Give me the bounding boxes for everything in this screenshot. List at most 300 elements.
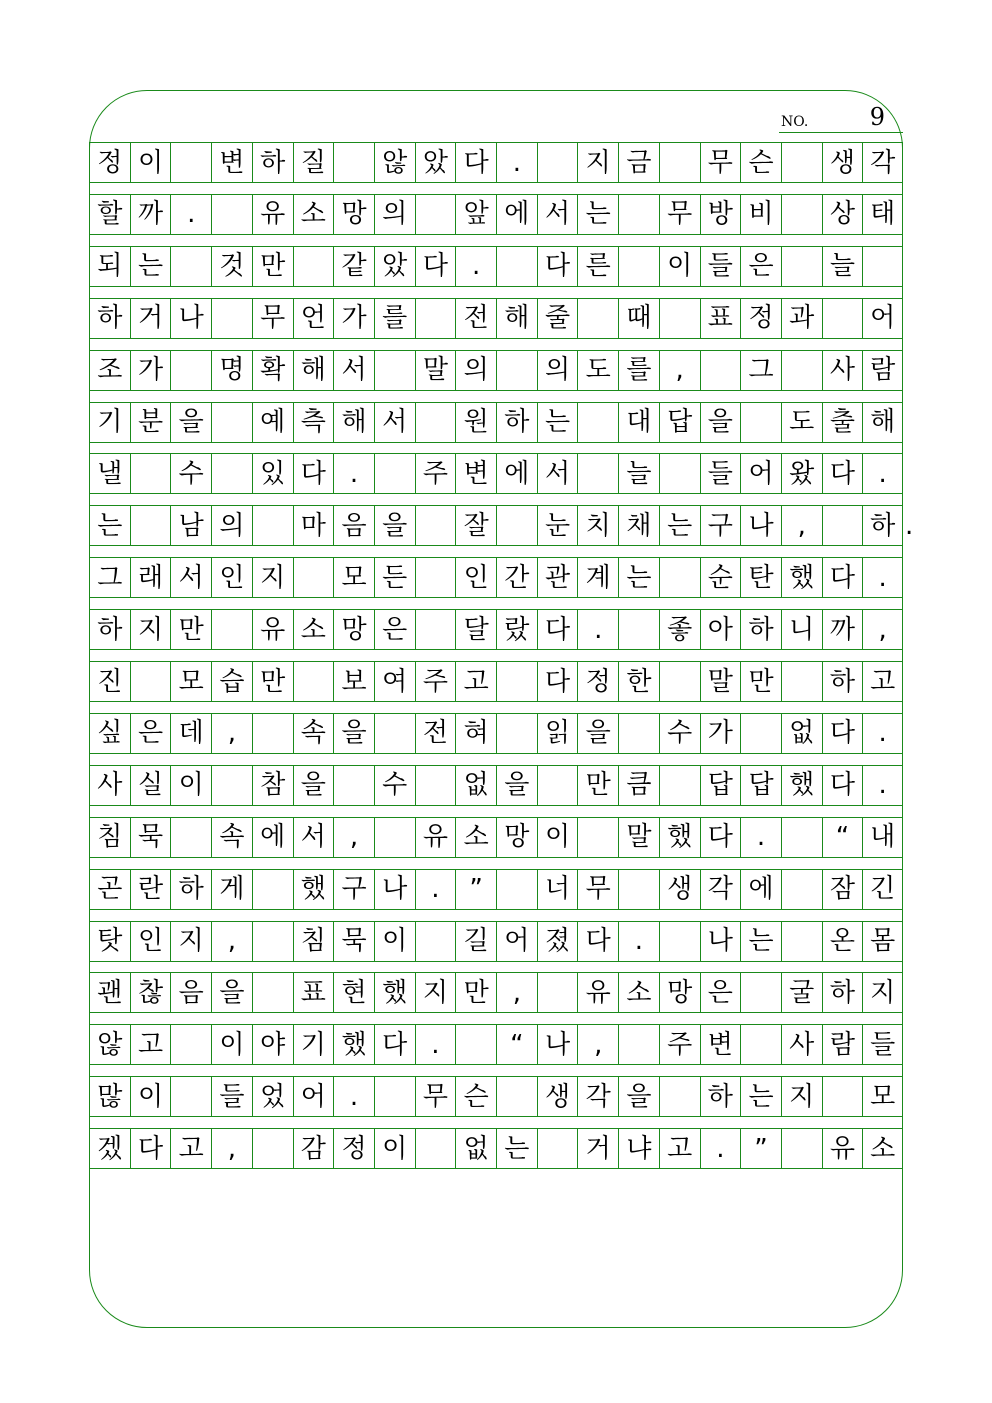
grid-cell: 을 [211, 973, 252, 1012]
grid-cell: . [496, 143, 537, 182]
grid-cell: 답 [740, 766, 781, 805]
grid-cell: 을 [374, 506, 415, 545]
grid-cell: 구 [700, 506, 741, 545]
grid-cell [293, 247, 334, 286]
manuscript-line [89, 972, 903, 1013]
grid-cell: 다 [293, 454, 334, 493]
grid-cell: 정 [89, 143, 130, 182]
grid-cell [374, 454, 415, 493]
grid-cell: , [862, 610, 903, 649]
grid-cell [659, 1077, 700, 1116]
grid-cell: 졌 [537, 922, 578, 961]
grid-cell: 는 [537, 403, 578, 442]
grid-cell: 은 [740, 247, 781, 286]
grid-cell: 모 [170, 662, 211, 701]
grid-cell: 소 [293, 195, 334, 234]
grid-cell: 은 [700, 973, 741, 1012]
grid-cell: 방 [700, 195, 741, 234]
grid-cell: 온 [822, 922, 863, 961]
grid-cell: 다 [374, 1025, 415, 1064]
grid-cell: 은 [130, 714, 171, 753]
grid-cell [496, 247, 537, 286]
grid-cell: 하 [822, 973, 863, 1012]
grid-cell: 든 [374, 558, 415, 597]
grid-cell: 변 [700, 1025, 741, 1064]
grid-cell: 무 [415, 1077, 456, 1116]
grid-cell [822, 1077, 863, 1116]
grid-cell: 있 [252, 454, 293, 493]
grid-cell [496, 714, 537, 753]
grid-cell: 말 [700, 662, 741, 701]
grid-cell [211, 454, 252, 493]
grid-cell: 현 [333, 973, 374, 1012]
grid-cell: 들 [862, 1025, 903, 1064]
grid-cell: 하 [89, 299, 130, 338]
grid-cell: 다 [822, 558, 863, 597]
grid-cell [537, 766, 578, 805]
grid-cell: 정 [740, 299, 781, 338]
grid-cell: 각 [700, 870, 741, 909]
grid-cell: , [211, 714, 252, 753]
grid-cell: 랐 [496, 610, 537, 649]
grid-cell [415, 403, 456, 442]
grid-cell: 줄 [537, 299, 578, 338]
grid-cell: 야 [252, 1025, 293, 1064]
grid-cell: 표 [293, 973, 334, 1012]
grid-cell: 묵 [130, 818, 171, 857]
grid-cell: 습 [211, 662, 252, 701]
grid-cell: 다 [822, 766, 863, 805]
grid-cell: 했 [781, 558, 822, 597]
grid-cell: 는 [740, 922, 781, 961]
grid-cell: 겠 [89, 1129, 130, 1168]
grid-cell: 여 [374, 662, 415, 701]
grid-cell [252, 1129, 293, 1168]
grid-cell: ” [740, 1129, 781, 1168]
grid-cell [781, 818, 822, 857]
grid-cell: 사 [822, 351, 863, 390]
grid-cell: 해 [862, 403, 903, 442]
grid-cell [700, 351, 741, 390]
grid-cell: 서 [537, 195, 578, 234]
grid-cell: 변 [455, 454, 496, 493]
grid-cell: 출 [822, 403, 863, 442]
grid-cell [659, 558, 700, 597]
grid-cell: 앞 [455, 195, 496, 234]
grid-cell: 무 [252, 299, 293, 338]
manuscript-line [89, 609, 903, 650]
grid-cell [537, 973, 578, 1012]
grid-cell: 확 [252, 351, 293, 390]
grid-cell: 서 [537, 454, 578, 493]
grid-cell: 금 [618, 143, 659, 182]
grid-cell [374, 818, 415, 857]
grid-cell: 만 [577, 766, 618, 805]
grid-cell: 전 [415, 714, 456, 753]
grid-cell: 그 [740, 351, 781, 390]
grid-cell [415, 299, 456, 338]
grid-cell: 지 [170, 922, 211, 961]
grid-cell: 지 [130, 610, 171, 649]
grid-cell: , [211, 1129, 252, 1168]
grid-cell [211, 195, 252, 234]
grid-cell: 해 [496, 299, 537, 338]
grid-cell: 은 [374, 610, 415, 649]
grid-cell [618, 714, 659, 753]
grid-cell: “ [496, 1025, 537, 1064]
grid-cell: 과 [781, 299, 822, 338]
grid-cell: 각 [862, 143, 903, 182]
grid-cell [252, 922, 293, 961]
grid-cell: 치 [577, 506, 618, 545]
grid-cell: 유 [252, 610, 293, 649]
grid-cell: 을 [293, 766, 334, 805]
grid-cell [781, 870, 822, 909]
grid-cell: 주 [415, 662, 456, 701]
grid-cell: 았 [374, 247, 415, 286]
grid-cell: . [618, 922, 659, 961]
grid-cell [537, 1129, 578, 1168]
grid-cell [415, 922, 456, 961]
grid-cell [415, 195, 456, 234]
grid-cell: 탓 [89, 922, 130, 961]
grid-cell: 측 [293, 403, 334, 442]
grid-cell: 서 [374, 403, 415, 442]
grid-cell [130, 662, 171, 701]
grid-cell: 고 [455, 662, 496, 701]
grid-cell [455, 1025, 496, 1064]
grid-cell: 고 [862, 662, 903, 701]
grid-cell: 이 [211, 1025, 252, 1064]
grid-cell: 가 [700, 714, 741, 753]
grid-cell [496, 506, 537, 545]
manuscript-line [89, 1024, 903, 1065]
grid-cell [781, 195, 822, 234]
grid-cell: 고 [659, 1129, 700, 1168]
grid-cell: 같 [333, 247, 374, 286]
grid-cell: 기 [89, 403, 130, 442]
grid-cell: 소 [293, 610, 334, 649]
grid-cell: 까 [822, 610, 863, 649]
grid-cell: 해 [333, 403, 374, 442]
grid-cell [170, 818, 211, 857]
grid-cell [618, 610, 659, 649]
grid-cell [781, 1129, 822, 1168]
grid-cell: 마 [293, 506, 334, 545]
grid-cell: 의 [374, 195, 415, 234]
grid-cell: 을 [700, 403, 741, 442]
grid-cell [415, 766, 456, 805]
grid-cell: 너 [537, 870, 578, 909]
grid-cell: 를 [618, 351, 659, 390]
grid-cell [415, 610, 456, 649]
grid-cell: 많 [89, 1077, 130, 1116]
manuscript-line [89, 817, 903, 858]
manuscript-line [89, 453, 903, 494]
grid-cell [618, 1025, 659, 1064]
grid-cell: 눈 [537, 506, 578, 545]
grid-cell [659, 299, 700, 338]
grid-cell: . [333, 1077, 374, 1116]
grid-cell: 주 [415, 454, 456, 493]
grid-cell [252, 973, 293, 1012]
grid-cell [618, 195, 659, 234]
grid-cell: 싶 [89, 714, 130, 753]
grid-cell: 무 [659, 195, 700, 234]
grid-cell [659, 662, 700, 701]
grid-cell [374, 714, 415, 753]
grid-cell: 지 [415, 973, 456, 1012]
grid-cell: 망 [496, 818, 537, 857]
grid-cell: 만 [740, 662, 781, 701]
manuscript-line [89, 1128, 903, 1169]
grid-cell: 구 [333, 870, 374, 909]
grid-cell: 만 [252, 662, 293, 701]
grid-cell: 좋 [659, 610, 700, 649]
grid-cell: 분 [130, 403, 171, 442]
grid-cell: 조 [89, 351, 130, 390]
grid-cell: 혀 [455, 714, 496, 753]
grid-cell: 어 [293, 1077, 334, 1116]
grid-cell: 찮 [130, 973, 171, 1012]
grid-cell [374, 351, 415, 390]
grid-cell [333, 143, 374, 182]
grid-cell: 나 [700, 922, 741, 961]
grid-cell [781, 351, 822, 390]
grid-cell: 했 [659, 818, 700, 857]
grid-cell: 에 [496, 454, 537, 493]
grid-cell: 무 [700, 143, 741, 182]
manuscript-line [89, 713, 903, 754]
grid-cell: 도 [577, 351, 618, 390]
grid-cell: 음 [333, 506, 374, 545]
grid-cell: 낼 [89, 454, 130, 493]
grid-cell [781, 247, 822, 286]
grid-cell: 의 [537, 351, 578, 390]
grid-cell: 소 [618, 973, 659, 1012]
grid-cell: 니 [781, 610, 822, 649]
manuscript-line [89, 142, 903, 183]
grid-cell: 큼 [618, 766, 659, 805]
grid-cell [740, 973, 781, 1012]
grid-cell: 망 [659, 973, 700, 1012]
grid-cell: 탄 [740, 558, 781, 597]
grid-cell [659, 143, 700, 182]
overflow-mark: . [905, 511, 914, 542]
grid-cell: 간 [496, 558, 537, 597]
grid-cell: 이 [374, 1129, 415, 1168]
grid-cell: 대 [618, 403, 659, 442]
grid-cell [659, 922, 700, 961]
grid-cell [252, 714, 293, 753]
grid-cell: 했 [781, 766, 822, 805]
grid-cell: 비 [740, 195, 781, 234]
manuscript-line [89, 661, 903, 702]
grid-cell: 하 [496, 403, 537, 442]
grid-cell: 굴 [781, 973, 822, 1012]
grid-cell: 유 [252, 195, 293, 234]
grid-cell [862, 247, 903, 286]
grid-cell: 없 [455, 1129, 496, 1168]
grid-cell: 긴 [862, 870, 903, 909]
grid-cell: 읽 [537, 714, 578, 753]
page-number-area [779, 100, 903, 133]
grid-cell: 망 [333, 610, 374, 649]
grid-cell [659, 454, 700, 493]
grid-cell: 하 [822, 662, 863, 701]
grid-cell: 그 [89, 558, 130, 597]
grid-cell: 냐 [618, 1129, 659, 1168]
grid-cell: 의 [455, 351, 496, 390]
grid-cell: 고 [130, 1025, 171, 1064]
grid-cell [781, 143, 822, 182]
grid-cell: 들 [700, 247, 741, 286]
grid-cell [822, 506, 863, 545]
grid-cell: , [211, 922, 252, 961]
grid-cell: 기 [293, 1025, 334, 1064]
grid-cell [170, 1077, 211, 1116]
grid-cell: 만 [170, 610, 211, 649]
grid-cell: 예 [252, 403, 293, 442]
grid-cell: 말 [618, 818, 659, 857]
grid-cell: 지 [862, 973, 903, 1012]
grid-cell: 까 [130, 195, 171, 234]
grid-cell: 서 [293, 818, 334, 857]
grid-cell: 람 [822, 1025, 863, 1064]
grid-cell: 길 [455, 922, 496, 961]
grid-cell: 가 [333, 299, 374, 338]
grid-cell: 질 [293, 143, 334, 182]
grid-cell: 유 [822, 1129, 863, 1168]
grid-cell: 하 [170, 870, 211, 909]
grid-cell: 다 [537, 610, 578, 649]
grid-cell: 음 [170, 973, 211, 1012]
grid-cell: 무 [577, 870, 618, 909]
grid-cell [496, 662, 537, 701]
grid-cell: 다 [822, 714, 863, 753]
grid-cell: 원 [455, 403, 496, 442]
grid-cell [496, 1077, 537, 1116]
grid-cell: 란 [130, 870, 171, 909]
grid-cell: 참 [252, 766, 293, 805]
manuscript-line [89, 246, 903, 287]
grid-cell: 았 [415, 143, 456, 182]
manuscript-line [89, 505, 903, 546]
grid-cell: 고 [170, 1129, 211, 1168]
grid-cell: 을 [333, 714, 374, 753]
grid-cell: 달 [455, 610, 496, 649]
grid-cell: 서 [333, 351, 374, 390]
grid-cell: 다 [822, 454, 863, 493]
grid-cell: 서 [170, 558, 211, 597]
grid-cell: 를 [374, 299, 415, 338]
grid-cell [659, 766, 700, 805]
grid-cell: 는 [496, 1129, 537, 1168]
grid-cell [170, 1025, 211, 1064]
grid-cell: 실 [130, 766, 171, 805]
grid-cell: 사 [781, 1025, 822, 1064]
grid-cell: 하 [862, 506, 903, 545]
grid-cell [211, 299, 252, 338]
grid-cell: . [862, 454, 903, 493]
grid-cell: 사 [89, 766, 130, 805]
grid-cell: 지 [252, 558, 293, 597]
grid-cell: , [781, 506, 822, 545]
page-number: 9 [869, 103, 885, 131]
grid-cell: 곤 [89, 870, 130, 909]
grid-cell [740, 714, 781, 753]
grid-cell: 지 [781, 1077, 822, 1116]
grid-cell: 어 [740, 454, 781, 493]
grid-cell [415, 506, 456, 545]
grid-cell: 모 [862, 1077, 903, 1116]
grid-cell: 슨 [455, 1077, 496, 1116]
grid-cell [577, 403, 618, 442]
grid-cell: 이 [374, 922, 415, 961]
grid-cell [618, 870, 659, 909]
grid-cell: 전 [455, 299, 496, 338]
grid-cell: 이 [659, 247, 700, 286]
grid-cell: ” [455, 870, 496, 909]
grid-cell: 생 [537, 1077, 578, 1116]
grid-cell: 하 [89, 610, 130, 649]
grid-cell: 의 [211, 506, 252, 545]
grid-cell: 을 [496, 766, 537, 805]
grid-cell [496, 870, 537, 909]
grid-cell [618, 247, 659, 286]
grid-cell: 남 [170, 506, 211, 545]
grid-cell: 하 [252, 143, 293, 182]
grid-cell: 인 [211, 558, 252, 597]
grid-cell [781, 922, 822, 961]
grid-cell [822, 299, 863, 338]
grid-cell: 왔 [781, 454, 822, 493]
grid-cell: 에 [740, 870, 781, 909]
grid-cell: 계 [577, 558, 618, 597]
grid-cell: 지 [577, 143, 618, 182]
grid-cell: 다 [415, 247, 456, 286]
grid-cell [211, 610, 252, 649]
grid-cell: , [496, 973, 537, 1012]
grid-cell: 람 [862, 351, 903, 390]
grid-cell: 에 [496, 195, 537, 234]
grid-cell: 수 [170, 454, 211, 493]
grid-cell: 가 [130, 351, 171, 390]
grid-cell: 인 [455, 558, 496, 597]
grid-cell: 것 [211, 247, 252, 286]
grid-cell: 표 [700, 299, 741, 338]
grid-cell: 각 [577, 1077, 618, 1116]
manuscript-line [89, 350, 903, 391]
grid-cell: 망 [333, 195, 374, 234]
grid-cell: 변 [211, 143, 252, 182]
manuscript-line [89, 869, 903, 910]
grid-cell [211, 766, 252, 805]
grid-cell: 늘 [618, 454, 659, 493]
grid-cell: , [333, 818, 374, 857]
grid-cell: 하 [700, 1077, 741, 1116]
grid-cell [130, 454, 171, 493]
grid-cell: 이 [130, 1077, 171, 1116]
grid-cell: 않 [89, 1025, 130, 1064]
grid-cell: 나 [740, 506, 781, 545]
grid-cell: 는 [740, 1077, 781, 1116]
grid-cell: 생 [659, 870, 700, 909]
grid-cell: 정 [333, 1129, 374, 1168]
grid-cell: 하 [740, 610, 781, 649]
grid-cell: 생 [822, 143, 863, 182]
grid-cell: 들 [211, 1077, 252, 1116]
